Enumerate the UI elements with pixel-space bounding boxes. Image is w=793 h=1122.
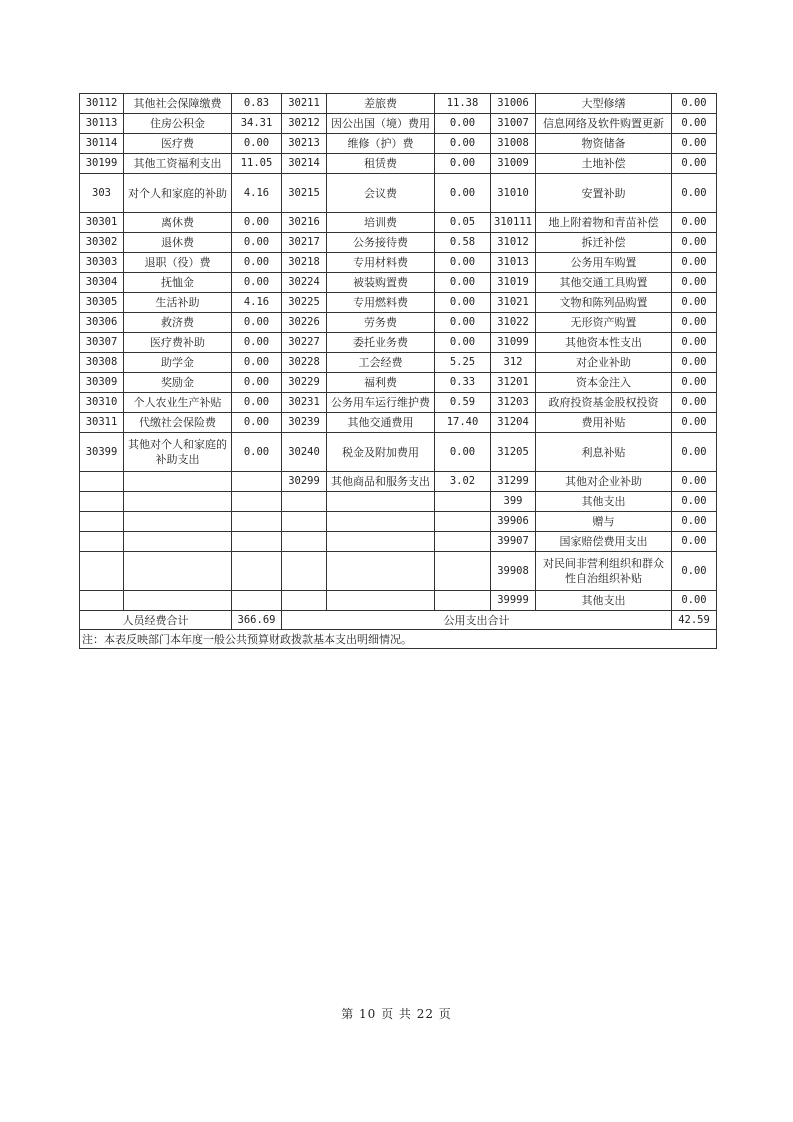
cell-amount-2: 0.00 xyxy=(435,134,491,154)
cell-name-2: 维修（护）费 xyxy=(327,134,435,154)
cell-name-1: 医疗费补助 xyxy=(124,333,232,353)
cell-name-1: 救济费 xyxy=(124,313,232,333)
cell-amount-3: 0.00 xyxy=(672,512,717,532)
cell-name-2: 被装购置费 xyxy=(327,273,435,293)
cell-name-2 xyxy=(327,492,435,512)
cell-code-1: 30112 xyxy=(80,94,124,114)
table-row xyxy=(80,134,717,154)
cell-name-2 xyxy=(327,512,435,532)
cell-amount-3: 0.00 xyxy=(672,393,717,413)
table-row xyxy=(80,413,717,433)
table-row xyxy=(80,94,717,114)
cell-amount-3: 0.00 xyxy=(672,134,717,154)
cell-amount-1 xyxy=(232,512,282,532)
cell-name-3: 其他支出 xyxy=(536,591,672,611)
cell-code-3: 39907 xyxy=(491,532,536,552)
cell-code-1: 30302 xyxy=(80,233,124,253)
cell-code-2: 30226 xyxy=(282,313,327,333)
table-row xyxy=(80,472,717,492)
cell-name-1 xyxy=(124,532,232,552)
cell-name-2: 租赁费 xyxy=(327,154,435,174)
cell-name-2: 其他商品和服务支出 xyxy=(327,472,435,492)
cell-code-2: 30240 xyxy=(282,433,327,472)
personnel-total-value: 366.69 xyxy=(232,611,282,630)
cell-name-1: 医疗费 xyxy=(124,134,232,154)
cell-name-3: 国家赔偿费用支出 xyxy=(536,532,672,552)
cell-amount-1 xyxy=(232,532,282,552)
note-row xyxy=(80,630,717,649)
cell-name-2: 工会经费 xyxy=(327,353,435,373)
cell-code-3: 31205 xyxy=(491,433,536,472)
cell-amount-3: 0.00 xyxy=(672,532,717,552)
table-row xyxy=(80,532,717,552)
cell-name-1: 其他社会保障缴费 xyxy=(124,94,232,114)
cell-amount-3: 0.00 xyxy=(672,233,717,253)
cell-name-1: 其他对个人和家庭的补助支出 xyxy=(124,433,232,472)
cell-code-1 xyxy=(80,472,124,492)
table-row xyxy=(80,373,717,393)
cell-name-1: 退休费 xyxy=(124,233,232,253)
cell-code-2: 30218 xyxy=(282,253,327,273)
table-row xyxy=(80,552,717,591)
cell-code-1: 30303 xyxy=(80,253,124,273)
cell-amount-1 xyxy=(232,492,282,512)
cell-code-3: 31006 xyxy=(491,94,536,114)
cell-code-2: 30216 xyxy=(282,213,327,233)
cell-name-2: 公务用车运行维护费 xyxy=(327,393,435,413)
cell-name-2 xyxy=(327,532,435,552)
cell-amount-3: 0.00 xyxy=(672,313,717,333)
cell-amount-1: 4.16 xyxy=(232,293,282,313)
cell-amount-2: 0.59 xyxy=(435,393,491,413)
cell-amount-3: 0.00 xyxy=(672,433,717,472)
cell-amount-3: 0.00 xyxy=(672,114,717,134)
cell-amount-2 xyxy=(435,512,491,532)
cell-amount-2: 0.00 xyxy=(435,433,491,472)
cell-code-1 xyxy=(80,492,124,512)
cell-name-3: 无形资产购置 xyxy=(536,313,672,333)
table-row xyxy=(80,273,717,293)
cell-code-2: 30239 xyxy=(282,413,327,433)
cell-code-3: 39999 xyxy=(491,591,536,611)
cell-code-3: 31009 xyxy=(491,154,536,174)
table-note: 注：本表反映部门本年度一般公共预算财政拨款基本支出明细情况。 xyxy=(80,630,717,649)
cell-amount-2: 0.00 xyxy=(435,253,491,273)
cell-amount-3: 0.00 xyxy=(672,413,717,433)
cell-amount-3: 0.00 xyxy=(672,94,717,114)
cell-name-3: 利息补贴 xyxy=(536,433,672,472)
table-row xyxy=(80,253,717,273)
cell-amount-1: 0.00 xyxy=(232,433,282,472)
cell-amount-3: 0.00 xyxy=(672,174,717,213)
cell-amount-2: 0.00 xyxy=(435,293,491,313)
cell-amount-2: 0.00 xyxy=(435,154,491,174)
cell-code-2: 30215 xyxy=(282,174,327,213)
cell-amount-1: 0.00 xyxy=(232,333,282,353)
cell-name-3: 土地补偿 xyxy=(536,154,672,174)
cell-code-3: 399 xyxy=(491,492,536,512)
cell-code-2: 30211 xyxy=(282,94,327,114)
cell-amount-3: 0.00 xyxy=(672,492,717,512)
cell-name-1 xyxy=(124,552,232,591)
cell-amount-2: 0.00 xyxy=(435,174,491,213)
cell-code-3: 31010 xyxy=(491,174,536,213)
cell-name-2: 专用材料费 xyxy=(327,253,435,273)
cell-code-2 xyxy=(282,591,327,611)
table-row xyxy=(80,492,717,512)
table-row xyxy=(80,233,717,253)
cell-code-3: 31299 xyxy=(491,472,536,492)
cell-code-3: 31099 xyxy=(491,333,536,353)
table-row xyxy=(80,393,717,413)
cell-code-2: 30229 xyxy=(282,373,327,393)
cell-code-2: 30227 xyxy=(282,333,327,353)
cell-code-1: 30311 xyxy=(80,413,124,433)
cell-amount-1: 0.00 xyxy=(232,353,282,373)
cell-name-1: 生活补助 xyxy=(124,293,232,313)
cell-name-1: 助学金 xyxy=(124,353,232,373)
cell-amount-1: 4.16 xyxy=(232,174,282,213)
cell-code-1 xyxy=(80,532,124,552)
cell-name-3: 物资储备 xyxy=(536,134,672,154)
cell-name-1 xyxy=(124,512,232,532)
cell-amount-2: 0.33 xyxy=(435,373,491,393)
cell-name-1: 住房公积金 xyxy=(124,114,232,134)
cell-amount-3: 0.00 xyxy=(672,472,717,492)
cell-name-2: 其他交通费用 xyxy=(327,413,435,433)
cell-name-3: 信息网络及软件购置更新 xyxy=(536,114,672,134)
cell-amount-3: 0.00 xyxy=(672,333,717,353)
cell-code-2: 30214 xyxy=(282,154,327,174)
cell-name-1: 个人农业生产补贴 xyxy=(124,393,232,413)
cell-name-2: 差旅费 xyxy=(327,94,435,114)
cell-code-2 xyxy=(282,552,327,591)
cell-name-2: 劳务费 xyxy=(327,313,435,333)
cell-name-1 xyxy=(124,472,232,492)
cell-name-1: 抚恤金 xyxy=(124,273,232,293)
cell-amount-3: 0.00 xyxy=(672,273,717,293)
cell-code-1: 30399 xyxy=(80,433,124,472)
cell-code-1: 30114 xyxy=(80,134,124,154)
table-row xyxy=(80,154,717,174)
cell-code-2: 30225 xyxy=(282,293,327,313)
cell-code-3: 31021 xyxy=(491,293,536,313)
cell-amount-1: 0.00 xyxy=(232,134,282,154)
cell-code-2 xyxy=(282,532,327,552)
table-row xyxy=(80,293,717,313)
cell-amount-1: 0.00 xyxy=(232,213,282,233)
cell-name-2 xyxy=(327,552,435,591)
cell-amount-1: 0.00 xyxy=(232,393,282,413)
cell-code-1: 30307 xyxy=(80,333,124,353)
cell-code-1: 30304 xyxy=(80,273,124,293)
cell-code-1 xyxy=(80,512,124,532)
cell-code-1: 30301 xyxy=(80,213,124,233)
cell-amount-1: 0.00 xyxy=(232,313,282,333)
cell-name-3: 赠与 xyxy=(536,512,672,532)
cell-amount-3: 0.00 xyxy=(672,293,717,313)
cell-amount-2: 3.02 xyxy=(435,472,491,492)
cell-name-3: 其他交通工具购置 xyxy=(536,273,672,293)
cell-amount-3: 0.00 xyxy=(672,154,717,174)
cell-name-2: 税金及附加费用 xyxy=(327,433,435,472)
cell-name-2: 委托业务费 xyxy=(327,333,435,353)
cell-code-2: 30212 xyxy=(282,114,327,134)
cell-amount-2 xyxy=(435,492,491,512)
cell-amount-2: 0.00 xyxy=(435,114,491,134)
table-row xyxy=(80,591,717,611)
cell-code-1: 30306 xyxy=(80,313,124,333)
cell-name-2: 公务接待费 xyxy=(327,233,435,253)
table-body xyxy=(80,94,717,611)
cell-amount-1: 0.00 xyxy=(232,253,282,273)
cell-amount-1 xyxy=(232,552,282,591)
cell-amount-1: 0.00 xyxy=(232,273,282,293)
cell-amount-1: 0.00 xyxy=(232,233,282,253)
public-total-value: 42.59 xyxy=(672,611,717,630)
cell-amount-3: 0.00 xyxy=(672,552,717,591)
cell-amount-1: 0.83 xyxy=(232,94,282,114)
personnel-total-label: 人员经费合计 xyxy=(80,611,232,630)
cell-amount-2 xyxy=(435,591,491,611)
expenditure-detail-table xyxy=(79,93,717,649)
cell-code-3: 31007 xyxy=(491,114,536,134)
cell-name-1: 退职（役）费 xyxy=(124,253,232,273)
cell-amount-1: 0.00 xyxy=(232,413,282,433)
cell-name-3: 资本金注入 xyxy=(536,373,672,393)
cell-code-1 xyxy=(80,552,124,591)
cell-name-3: 其他资本性支出 xyxy=(536,333,672,353)
cell-code-3: 39908 xyxy=(491,552,536,591)
cell-name-3: 其他对企业补助 xyxy=(536,472,672,492)
cell-amount-2: 0.00 xyxy=(435,273,491,293)
cell-amount-3: 0.00 xyxy=(672,591,717,611)
table-row xyxy=(80,213,717,233)
table-row xyxy=(80,433,717,472)
table-row xyxy=(80,313,717,333)
cell-code-2 xyxy=(282,492,327,512)
cell-amount-2: 0.00 xyxy=(435,313,491,333)
cell-amount-2 xyxy=(435,552,491,591)
cell-code-2 xyxy=(282,512,327,532)
cell-name-1 xyxy=(124,492,232,512)
cell-name-3: 对民间非营利组织和群众性自治组织补贴 xyxy=(536,552,672,591)
cell-name-1: 对个人和家庭的补助 xyxy=(124,174,232,213)
cell-amount-2: 0.00 xyxy=(435,333,491,353)
cell-amount-2: 11.38 xyxy=(435,94,491,114)
cell-code-1: 30113 xyxy=(80,114,124,134)
cell-amount-2: 0.05 xyxy=(435,213,491,233)
table-row xyxy=(80,114,717,134)
table-row xyxy=(80,174,717,213)
cell-code-3: 31013 xyxy=(491,253,536,273)
cell-amount-1 xyxy=(232,591,282,611)
cell-amount-3: 0.00 xyxy=(672,353,717,373)
cell-name-2: 专用燃料费 xyxy=(327,293,435,313)
cell-code-2: 30299 xyxy=(282,472,327,492)
cell-code-3: 39906 xyxy=(491,512,536,532)
public-total-label: 公用支出合计 xyxy=(282,611,672,630)
cell-name-3: 公务用车购置 xyxy=(536,253,672,273)
cell-amount-3: 0.00 xyxy=(672,373,717,393)
cell-name-3: 对企业补助 xyxy=(536,353,672,373)
cell-amount-1: 11.05 xyxy=(232,154,282,174)
cell-code-1: 30199 xyxy=(80,154,124,174)
table-row xyxy=(80,353,717,373)
cell-code-2: 30231 xyxy=(282,393,327,413)
cell-name-2: 福利费 xyxy=(327,373,435,393)
cell-code-1: 30305 xyxy=(80,293,124,313)
cell-name-3: 费用补贴 xyxy=(536,413,672,433)
cell-name-3: 政府投资基金股权投资 xyxy=(536,393,672,413)
cell-code-3: 31019 xyxy=(491,273,536,293)
cell-code-3: 31203 xyxy=(491,393,536,413)
cell-code-2: 30217 xyxy=(282,233,327,253)
cell-amount-1: 0.00 xyxy=(232,373,282,393)
cell-name-3: 安置补助 xyxy=(536,174,672,213)
cell-code-1: 30310 xyxy=(80,393,124,413)
cell-amount-2 xyxy=(435,532,491,552)
cell-amount-1: 34.31 xyxy=(232,114,282,134)
cell-name-3: 其他支出 xyxy=(536,492,672,512)
cell-name-3: 地上附着物和青苗补偿 xyxy=(536,213,672,233)
cell-name-3: 文物和陈列品购置 xyxy=(536,293,672,313)
cell-code-3: 31008 xyxy=(491,134,536,154)
cell-code-3: 31201 xyxy=(491,373,536,393)
cell-code-3: 31204 xyxy=(491,413,536,433)
cell-name-2: 培训费 xyxy=(327,213,435,233)
cell-name-3: 拆迁补偿 xyxy=(536,233,672,253)
table-row xyxy=(80,333,717,353)
cell-code-3: 31012 xyxy=(491,233,536,253)
cell-amount-1 xyxy=(232,472,282,492)
cell-code-3: 312 xyxy=(491,353,536,373)
cell-amount-2: 0.58 xyxy=(435,233,491,253)
cell-name-2: 会议费 xyxy=(327,174,435,213)
cell-amount-2: 17.40 xyxy=(435,413,491,433)
cell-name-1: 代缴社会保险费 xyxy=(124,413,232,433)
cell-code-1 xyxy=(80,591,124,611)
cell-code-3: 310111 xyxy=(491,213,536,233)
table-row xyxy=(80,512,717,532)
cell-name-2: 因公出国（境）费用 xyxy=(327,114,435,134)
cell-name-1: 奖励金 xyxy=(124,373,232,393)
cell-code-2: 30224 xyxy=(282,273,327,293)
page-number: 第 10 页 共 22 页 xyxy=(341,1007,452,1021)
cell-code-2: 30228 xyxy=(282,353,327,373)
cell-code-1: 30308 xyxy=(80,353,124,373)
cell-amount-3: 0.00 xyxy=(672,213,717,233)
cell-code-2: 30213 xyxy=(282,134,327,154)
cell-code-1: 303 xyxy=(80,174,124,213)
cell-code-3: 31022 xyxy=(491,313,536,333)
cell-name-1: 其他工资福利支出 xyxy=(124,154,232,174)
cell-name-1 xyxy=(124,591,232,611)
cell-name-1: 离休费 xyxy=(124,213,232,233)
cell-name-3: 大型修缮 xyxy=(536,94,672,114)
totals-row xyxy=(80,611,717,630)
cell-amount-2: 5.25 xyxy=(435,353,491,373)
cell-code-1: 30309 xyxy=(80,373,124,393)
cell-amount-3: 0.00 xyxy=(672,253,717,273)
cell-name-2 xyxy=(327,591,435,611)
